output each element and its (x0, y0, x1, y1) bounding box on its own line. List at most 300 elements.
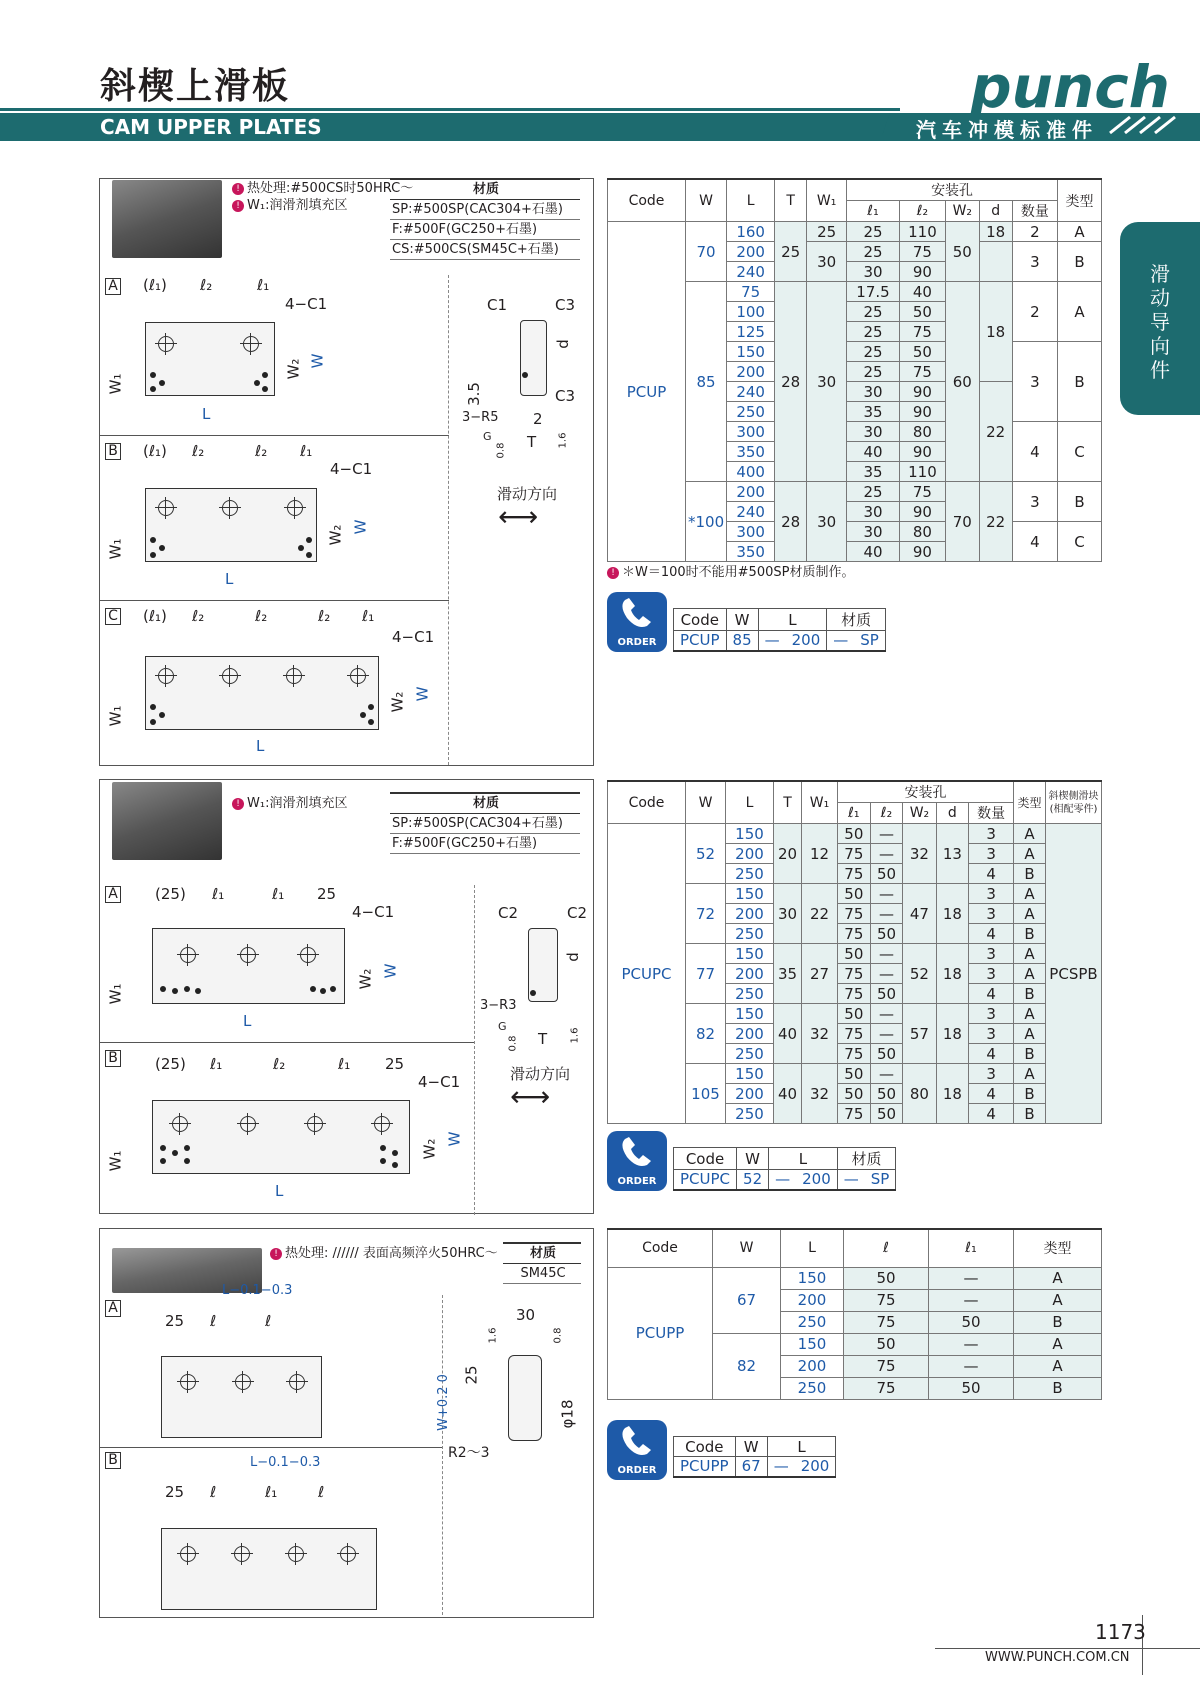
table-cell: 4 (969, 1104, 1014, 1124)
order-table (673, 1147, 896, 1191)
table-cell: 80 (899, 422, 945, 442)
table-cell: A (1014, 824, 1046, 844)
table-cell: 50 (870, 984, 903, 1004)
table-cell: A (1014, 944, 1046, 964)
table-cell: 35 (847, 462, 900, 482)
mounting-hole (158, 500, 174, 516)
order-l: 200 (795, 1457, 836, 1477)
table-cell: 2 (1012, 282, 1057, 342)
dim-label: ℓ₁ (257, 276, 270, 294)
table-cell: 22 (802, 884, 838, 944)
case-label-a: A (105, 886, 121, 903)
product-photo (112, 782, 222, 860)
table-cell: 200 (726, 1084, 774, 1104)
lube-dot (150, 537, 156, 543)
table-cell: 150 (781, 1267, 844, 1289)
roughness-16: 1.6 (487, 1327, 499, 1344)
table-cell: 3 (969, 844, 1014, 864)
order-table (673, 608, 886, 652)
table-cell: 75 (838, 964, 871, 984)
table-cell: A (1014, 964, 1046, 984)
table-cell: — (870, 1004, 903, 1024)
table-cell: 40 (774, 1004, 802, 1064)
dim-label: ℓ₁ (300, 442, 313, 460)
case-divider (99, 600, 449, 601)
order-material: SP (865, 1170, 896, 1190)
dim-W1: W₁ (106, 705, 125, 727)
col-header: Code (608, 1229, 713, 1267)
table-cell: 75 (727, 282, 775, 302)
table-cell: 47 (903, 884, 936, 944)
table-cell: 75 (844, 1355, 929, 1377)
product-code: PCUPP (608, 1267, 713, 1399)
table-cell: 18 (936, 1064, 969, 1124)
table-cell: 3 (969, 824, 1014, 844)
col-header: ℓ₁ (929, 1229, 1014, 1267)
table-cell: 57 (903, 1004, 936, 1064)
lube-dot (298, 545, 304, 551)
sub-header: ℓ₂ (899, 201, 945, 222)
chamfer-label: 4−C1 (392, 628, 435, 646)
col-header: L (727, 179, 775, 222)
plate-a (161, 1356, 322, 1438)
lubricant-note: ! W₁:润滑剂填充区 (232, 792, 347, 811)
table-cell: B (1014, 924, 1046, 944)
lube-dot (150, 386, 156, 392)
mounting-hole (243, 336, 259, 352)
col-header: T (775, 179, 807, 222)
dim-label: ℓ (265, 1312, 272, 1330)
lube-dot (380, 1158, 386, 1164)
view-divider (448, 275, 449, 765)
order-code: PCUPC (674, 1170, 737, 1190)
section-height: 3.5 (464, 382, 483, 406)
table-cell: 150 (726, 944, 774, 964)
table-cell: 200 (726, 1024, 774, 1044)
table-cell: 18 (936, 1004, 969, 1064)
table-cell: 28 (775, 482, 807, 562)
roughness-16: 1.6 (557, 432, 569, 449)
table-cell: 25 (807, 222, 847, 242)
lube-dot (254, 380, 260, 386)
table-cell: — (870, 964, 903, 984)
table-cell: 30 (807, 282, 847, 482)
lube-dot (262, 372, 268, 378)
mounting-hole (287, 500, 303, 516)
mounting-hole (180, 1374, 196, 1390)
table-cell: 50 (844, 1333, 929, 1355)
table-cell: 75 (899, 322, 945, 342)
section-c2: C2 (498, 904, 519, 922)
table-cell: 40 (774, 1064, 802, 1124)
table-cell: 50 (899, 342, 945, 362)
table-cell: 30 (847, 382, 900, 402)
sub-header: d (936, 803, 969, 824)
mounting-hole (180, 947, 196, 963)
table-cell: 32 (802, 1004, 838, 1064)
table-cell: — (870, 1064, 903, 1084)
order-phone-icon (607, 1420, 667, 1480)
dim-label: ℓ₂ (273, 1055, 286, 1073)
mounting-hole (234, 1546, 250, 1562)
dim-L: L (256, 737, 265, 755)
dim-W2: W₂ (388, 691, 407, 713)
dim-label: 25 (165, 1483, 185, 1501)
table-cell: A (1058, 282, 1102, 342)
footer-rule (935, 1648, 1200, 1649)
table-cell: 75 (844, 1377, 929, 1399)
table-cell: 350 (727, 442, 775, 462)
dim-W1: W₁ (106, 1150, 125, 1172)
table-cell: 18 (979, 282, 1012, 382)
table-cell: 50 (870, 924, 903, 944)
warning-icon: ! (232, 183, 244, 195)
website-link[interactable]: WWW.PUNCH.COM.CN (985, 1650, 1130, 1665)
roughness-08: 0.8 (507, 1035, 519, 1052)
table-cell: 25 (847, 322, 900, 342)
table-cell: 22 (979, 382, 1012, 482)
section-profile (508, 1355, 542, 1441)
table-cell: 150 (726, 824, 774, 844)
warning-icon: ! (232, 200, 244, 212)
dim-label: ℓ₂ (318, 607, 331, 625)
table-cell: 27 (802, 944, 838, 1004)
section-c1: C1 (487, 296, 508, 314)
table-cell: 75 (844, 1311, 929, 1333)
section-g: G (483, 430, 492, 443)
lube-dot (184, 1158, 190, 1164)
table-cell: 90 (899, 542, 945, 562)
order-head: L (758, 609, 827, 631)
table-cell: — (870, 844, 903, 864)
table-cell: 90 (899, 262, 945, 282)
slide-direction-label: 滑动方向 (497, 485, 558, 503)
dim-W1: W₁ (106, 983, 125, 1005)
table-cell: — (929, 1289, 1014, 1311)
dim-label: ℓ₁ (210, 1055, 223, 1073)
table-cell: 75 (838, 984, 871, 1004)
table-cell: 2 (1012, 222, 1057, 242)
chamfer-label: 4−C1 (418, 1073, 461, 1091)
lube-dot (160, 1145, 166, 1151)
lube-dot (160, 1158, 166, 1164)
table-cell: 52 (903, 944, 936, 1004)
sub-header: ℓ₂ (870, 803, 903, 824)
table-cell: 75 (838, 864, 871, 884)
table-cell: 90 (899, 442, 945, 462)
lube-dot (195, 988, 201, 994)
table-cell: 3 (1012, 242, 1057, 282)
plate-c (145, 656, 379, 730)
lube-dot (184, 1145, 190, 1151)
dim-W2: W₂ (356, 968, 375, 990)
table-cell: 50 (838, 824, 871, 844)
table-cell: B (1014, 1104, 1046, 1124)
dim-label: ℓ₁ (212, 885, 225, 903)
heat-treatment-note: ! 热处理: ////// 表面高频淬火50HRC～ (270, 1242, 498, 1261)
table-cell: 75 (838, 904, 871, 924)
table-cell: 200 (781, 1355, 844, 1377)
table-row (608, 222, 1102, 242)
table-row (608, 1267, 1102, 1289)
mounting-hole (340, 1546, 356, 1562)
dim-label: 25 (385, 1055, 405, 1073)
warning-icon: ! (270, 1248, 282, 1260)
table-cell: B (1058, 482, 1102, 522)
table-cell: 50 (838, 1064, 871, 1084)
table-cell: 4 (1012, 422, 1057, 482)
table-cell: 200 (726, 904, 774, 924)
page-subtitle: CAM UPPER PLATES (100, 115, 322, 139)
dim-label: ℓ₂ (255, 607, 268, 625)
dim-label: ℓ (318, 1483, 325, 1501)
col-header: W (686, 179, 727, 222)
table-cell: 80 (899, 522, 945, 542)
material-box (390, 792, 580, 854)
lube-dot (320, 988, 326, 994)
table-cell: 250 (726, 924, 774, 944)
table-cell: 250 (726, 984, 774, 1004)
table-cell: 250 (726, 864, 774, 884)
lube-dot (150, 719, 156, 725)
col-header: L (726, 781, 774, 824)
dim-label: ℓ₂ (255, 442, 268, 460)
table-cell: 75 (838, 924, 871, 944)
table-cell: 30 (774, 884, 802, 944)
table-cell: 250 (726, 1104, 774, 1124)
table-cell: 240 (727, 262, 775, 282)
table-cell: 12 (802, 824, 838, 884)
table-cell: — (929, 1333, 1014, 1355)
dim-label: ℓ (210, 1312, 217, 1330)
material-row: F:#500F(GC250+石墨) (390, 834, 580, 854)
table-cell: 150 (726, 1004, 774, 1024)
material-header: 材质 (390, 178, 580, 200)
table-cell: 30 (847, 522, 900, 542)
warning-icon: ! (232, 798, 244, 810)
order-phone-icon (607, 1131, 667, 1191)
mounting-hole (307, 1116, 323, 1132)
table-cell: 77 (686, 944, 726, 1004)
table-cell: A (1014, 1004, 1046, 1024)
dim-label: (25) (155, 1055, 186, 1073)
chamfer-label: 4−C1 (285, 295, 328, 313)
table-cell: 3 (969, 1024, 1014, 1044)
sub-header: 数量 (1012, 201, 1057, 222)
lube-dot (368, 704, 374, 710)
table-cell: 25 (847, 342, 900, 362)
table-cell: 200 (727, 242, 775, 262)
sub-header: 数量 (969, 803, 1014, 824)
lube-dot (522, 372, 528, 378)
section-radius: 3−R5 (462, 410, 499, 425)
table-cell: *100 (686, 482, 727, 562)
table-cell: 35 (847, 402, 900, 422)
table-cell: 50 (899, 302, 945, 322)
order-head: L (769, 1148, 838, 1170)
lube-dot (159, 545, 165, 551)
table-cell: — (929, 1355, 1014, 1377)
table-cell: 3 (969, 964, 1014, 984)
mounting-hole (289, 1374, 305, 1390)
table-cell: B (1058, 242, 1102, 282)
table-cell: 70 (686, 222, 727, 282)
table-cell: 35 (774, 944, 802, 1004)
view-divider (442, 1295, 443, 1615)
case-label-b: B (105, 443, 121, 460)
dim-W: W (308, 353, 327, 369)
material-box (503, 1242, 581, 1284)
dim-label: ℓ₁ (265, 1483, 278, 1501)
dim-label: ℓ₂ (192, 607, 205, 625)
section-25: 25 (462, 1365, 481, 1385)
lube-dot (306, 552, 312, 558)
mounting-hole (288, 1546, 304, 1562)
table-cell: 200 (726, 844, 774, 864)
mounting-hole (286, 668, 302, 684)
order-label: ORDER (617, 637, 657, 648)
lube-dot (159, 712, 165, 718)
dim-W2: W₂ (420, 1138, 439, 1160)
table-cell: 4 (969, 924, 1014, 944)
table-cell: 200 (727, 362, 775, 382)
material-row: SP:#500SP(CAC304+石墨) (390, 200, 580, 220)
slide-direction-label: 滑动方向 (510, 1065, 571, 1083)
mounting-hole (235, 1374, 251, 1390)
table-cell: 30 (847, 262, 900, 282)
section-c3: C3 (555, 296, 576, 314)
table-cell: 80 (903, 1064, 936, 1124)
table-cell: 50 (870, 864, 903, 884)
lube-dot (262, 386, 268, 392)
case-label-a: A (105, 1300, 121, 1317)
table-cell: — (870, 1024, 903, 1044)
product-photo (112, 180, 222, 258)
table-cell: 3 (969, 904, 1014, 924)
sub-header: ℓ₁ (838, 803, 871, 824)
col-header: 类型 (1058, 179, 1102, 222)
order-phone-icon (607, 592, 667, 652)
header-rule (0, 108, 900, 111)
table-cell: A (1014, 1064, 1046, 1084)
table-cell: 50 (838, 944, 871, 964)
lube-dot (160, 986, 166, 992)
lube-dot (184, 986, 190, 992)
table-cell: 300 (727, 522, 775, 542)
category-tab-label: 滑动导向件 (1150, 262, 1170, 382)
table-cell (979, 242, 1012, 282)
dim-label: (25) (155, 885, 186, 903)
lube-dot (392, 1150, 398, 1156)
col-header: 类型 (1014, 1229, 1102, 1267)
table-cell: — (929, 1267, 1014, 1289)
mounting-hole (158, 336, 174, 352)
table-cell: 400 (727, 462, 775, 482)
table-cell: B (1058, 342, 1102, 422)
chamfer-label: 4−C1 (352, 903, 395, 921)
roughness-08: 0.8 (495, 442, 507, 459)
lube-dot (159, 380, 165, 386)
lube-dot (310, 986, 316, 992)
lube-dot (150, 704, 156, 710)
material-row: SM45C (503, 1264, 581, 1284)
table-cell: 4 (969, 984, 1014, 1004)
product-code: PCUPC (608, 824, 686, 1124)
table-cell: 13 (936, 824, 969, 884)
table-cell: 75 (838, 1044, 871, 1064)
table-cell: 150 (726, 884, 774, 904)
table-cell: 4 (969, 1044, 1014, 1064)
plate-b (161, 1528, 377, 1610)
chamfer-label: 4−C1 (330, 460, 373, 478)
table-cell: 75 (844, 1289, 929, 1311)
page-number: 1173 (1095, 1620, 1146, 1644)
case-label-b: B (105, 1452, 121, 1469)
order-w: 67 (735, 1457, 767, 1477)
table-cell: B (1014, 1044, 1046, 1064)
col-header: 斜楔侧滑块(相配零件) (1046, 781, 1102, 824)
logo-wordmark: punch (970, 55, 1170, 121)
dim-W: W (351, 519, 370, 535)
dim-label: (ℓ₁) (143, 607, 167, 625)
table-cell: 300 (727, 422, 775, 442)
section-d: d (553, 339, 572, 349)
order-head: 材质 (837, 1148, 896, 1170)
table-cell: 72 (686, 884, 726, 944)
table-cell: 240 (727, 382, 775, 402)
lube-dot (380, 1145, 386, 1151)
material-header: 材质 (390, 792, 580, 814)
table-cell: 4 (1012, 522, 1057, 562)
pcupc-spec-table (607, 780, 1102, 1124)
section-c3: C3 (555, 387, 576, 405)
dim-W: W (445, 1131, 464, 1147)
dim-label: 25 (165, 1312, 185, 1330)
table-cell: 25 (847, 242, 900, 262)
table-cell: 17.5 (847, 282, 900, 302)
table-cell: — (870, 944, 903, 964)
table-cell: 200 (727, 482, 775, 502)
table-cell: 75 (838, 844, 871, 864)
footnote: ! ＊W＝100时不能用#500SP材质制作。 (607, 561, 854, 580)
table-cell: 75 (838, 1104, 871, 1124)
order-head: Code (674, 1148, 737, 1170)
mounting-hole (158, 668, 174, 684)
table-cell: 30 (807, 482, 847, 562)
table-cell: 125 (727, 322, 775, 342)
lubricant-note: ! W₁:润滑剂填充区 (232, 194, 347, 213)
table-cell: 18 (936, 944, 969, 1004)
pcup-spec-table (607, 178, 1102, 562)
table-cell: 85 (686, 282, 727, 482)
table-cell: 250 (781, 1377, 844, 1399)
lube-dot (360, 712, 366, 718)
table-cell: 40 (847, 442, 900, 462)
dim-label: ℓ₁ (272, 885, 285, 903)
pcupp-spec-table (607, 1228, 1102, 1400)
table-cell: 20 (774, 824, 802, 884)
roughness-08: 0.8 (552, 1327, 564, 1344)
case-divider (99, 1447, 442, 1448)
section-thickness: 30 (516, 1306, 536, 1324)
lube-dot (172, 1150, 178, 1156)
table-cell: 110 (899, 222, 945, 242)
pcupc-table-body (608, 824, 1102, 1124)
length-tolerance: L−0.1−0.3 (250, 1455, 321, 1470)
mounting-hole (240, 1116, 256, 1132)
table-cell: A (1058, 222, 1102, 242)
section-d: d (563, 952, 582, 962)
